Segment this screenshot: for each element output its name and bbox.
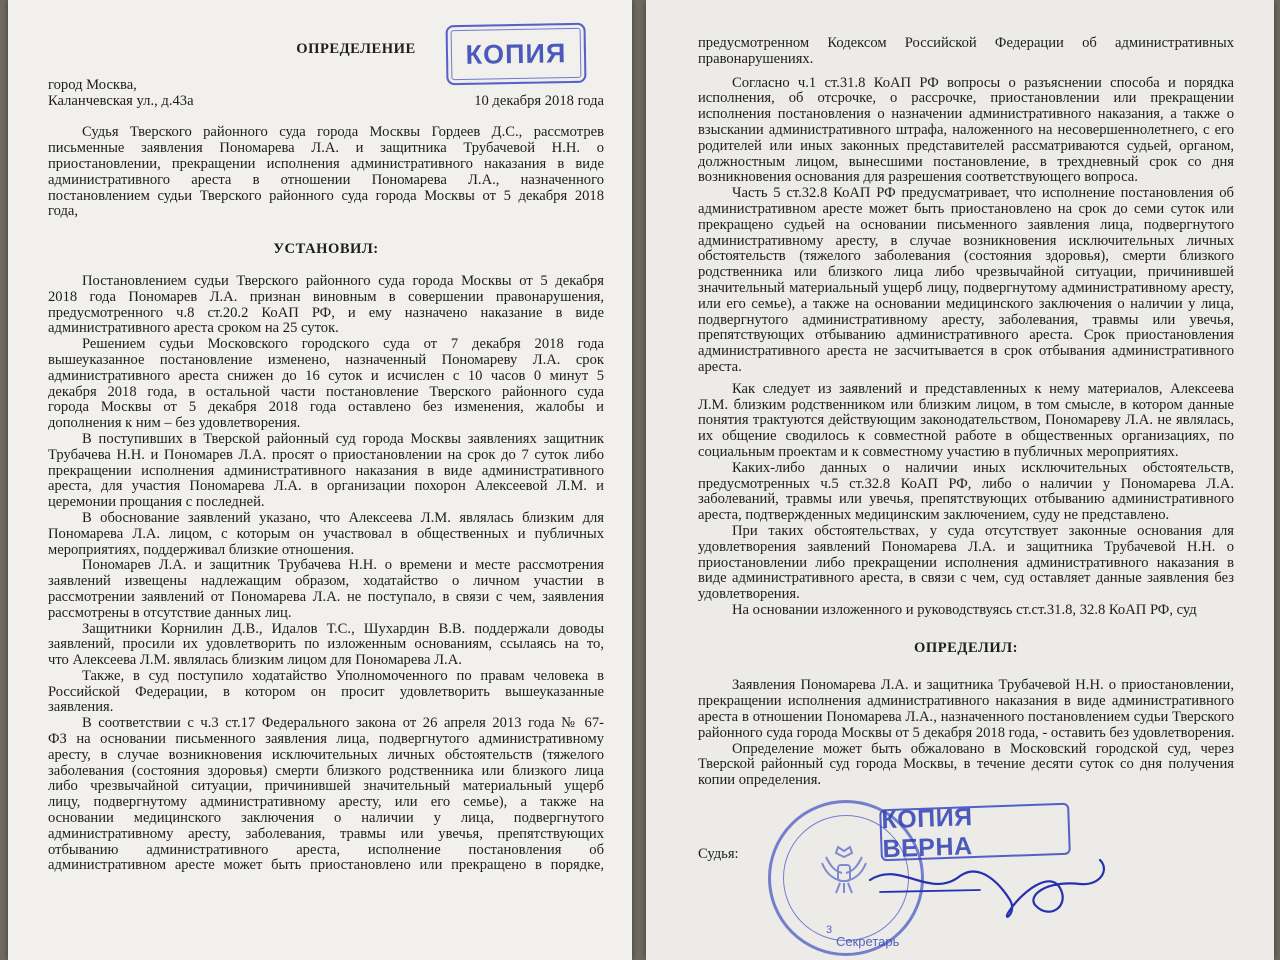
- text-line: административного ареста снижен до 16 суток и исчислен с 10 часов 0 минут 5: [48, 367, 604, 384]
- text-line: исполнения постановления о назначении административного наказания, а также о: [698, 106, 1234, 123]
- paragraph-4: [698, 461, 1234, 524]
- seal-number: 3: [826, 924, 833, 936]
- text-line: административному аресту, в случае возникновения исключительных личных: [698, 232, 1234, 249]
- text-line: их общение сводилось к совместной работе в общественных организациях, по: [698, 428, 1234, 445]
- text-line: заявлений извещены надлежащим образом, ходатайство о личном участии в: [48, 573, 604, 590]
- text-line: декабря 2018 года, в остальной части постановление Тверского районного суда: [48, 383, 604, 400]
- section-heading-ruled: ОПРЕДЕЛИЛ:: [914, 639, 1018, 656]
- text-line: копии определения.: [698, 772, 822, 789]
- paragraph-4: [48, 511, 604, 558]
- text-line: ареста, для участия Пономарева Л.А. в организации похорон Алексеевой Л.М. и: [48, 478, 604, 495]
- paragraph-8: [48, 716, 604, 874]
- text-line: рассмотрении заявлений от Пономарева Л.А. не поступало, в связи с чем, заявления: [48, 588, 604, 605]
- text-line: либо чрезвычайной ситуации, причинившей значительный материальный ущерб: [48, 778, 604, 795]
- text-line: постановлением судьи Тверского районного суда города Москвы от 5 декабря 2018: [48, 187, 604, 204]
- copy-true-stamp-text: КОПИЯ ВЕРНА: [881, 803, 974, 864]
- paragraph-0: [698, 36, 1234, 68]
- text-line: аресту, в случае возникновения исключительных личных обстоятельств (тяжелого: [48, 746, 604, 763]
- text-line: Согласно ч.1 ст.31.8 КоАП РФ вопросы о разъяснении способа и порядка: [732, 74, 1234, 91]
- paragraph-2: [698, 186, 1234, 376]
- city: город Москва,: [48, 76, 137, 93]
- text-line: или его семье), а также на основании медицинского заключения о наличии у лица,: [698, 295, 1234, 312]
- text-line: города Москвы от 5 декабря 2018 года оставлено без изменения, жалобы и: [48, 399, 604, 416]
- text-line: исполнения, об отсрочке, о рассрочке, приостановлении или прекращении: [698, 90, 1234, 107]
- text-line: Тверской районный суд города Москвы, в течение десяти суток со дня получения: [698, 756, 1234, 773]
- text-line: приостановлении, прекращении исполнения административного наказания в виде: [48, 155, 604, 172]
- text-line: Российской Федерации, в котором он просит удовлетворить вышеуказанные: [48, 683, 604, 700]
- text-line: заявлений, просили их удовлетворить по изложенным основаниям, ссылаясь на то,: [48, 636, 604, 653]
- text-line: взыскании административного штрафа, наложенного на несовершеннолетнего, с его: [698, 121, 1234, 138]
- paragraph-6: [48, 622, 604, 669]
- text-line: Также, в суд поступило ходатайство Уполномоченного по правам человека в: [82, 667, 604, 684]
- text-line: социальным проектам и к совместному участию в публичных мероприятиях.: [698, 443, 1179, 460]
- text-line: дополнения к ним – без удовлетворения.: [48, 415, 301, 432]
- text-line: Определение может быть обжаловано в Московский городской суд, через: [732, 740, 1234, 757]
- paragraph-7: [698, 678, 1234, 741]
- text-line: заявления.: [48, 699, 114, 716]
- document-title: ОПРЕДЕЛЕНИЕ: [296, 41, 416, 57]
- text-line: административного ареста сроком на 25 суток.: [48, 320, 339, 337]
- text-line: административному аресту, заболевания, травмы или увечья, препятствующих: [48, 825, 604, 842]
- section-heading-established: УСТАНОВИЛ:: [273, 241, 379, 258]
- text-line: значительный материальный ущерб лицу, подвергнутому административному аресту,: [698, 279, 1234, 296]
- signature-image: [860, 840, 1120, 940]
- text-line: В поступивших в Тверской районный суд города Москвы заявлениях защитник: [82, 430, 604, 447]
- text-line: предусмотренных ч.5 ст.32.8 КоАП РФ, либо о наличии у Пономарева Л.А.: [698, 475, 1234, 492]
- text-line: правонарушениях.: [698, 50, 814, 67]
- text-line: рассмотрены в отсутствие данных лиц.: [48, 604, 292, 621]
- text-line: ФЗ на основании письменного заявления лица, подвергнутого административному: [48, 731, 604, 748]
- text-line: церемонии прощания с последней.: [48, 494, 265, 511]
- text-line: приостановлении либо прекращении исполнения административного наказания в: [698, 554, 1234, 571]
- text-line: В соответствии с ч.3 ст.17 Федерального закона от 26 апреля 2013 года № 67-: [82, 715, 604, 732]
- text-line: ареста, подтвержденных медицинским заключением, суду не представлено.: [698, 507, 1170, 524]
- paragraph-3: [698, 382, 1234, 461]
- text-line: 2018 года Пономарев Л.А. признан виновным в совершении правонарушения,: [48, 288, 604, 305]
- text-line: Л.М. близким родственником или близким лицом, в том смысле, в котором данные: [698, 396, 1234, 413]
- text-line: Каких-либо данных о наличии иных исключительных обстоятельств,: [732, 459, 1234, 476]
- paragraph-8: [698, 742, 1234, 789]
- text-line: Пономарева Л.А. лицом, с которым он участвовал в общественных и публичных: [48, 525, 604, 542]
- text-line: удовлетворения заявлений Пономарева Л.А. и защитника Трубачевой Н.Н. о: [698, 538, 1234, 555]
- text-line: удовлетворения.: [698, 586, 800, 603]
- paragraph-5: [698, 524, 1234, 603]
- text-line: подвергнутого административному аресту, заболевания, травмы или увечья,: [698, 311, 1234, 328]
- text-line: основании медицинского заключения о наличии у лица, подвергнутого: [48, 810, 604, 827]
- paragraph-7: [48, 669, 604, 716]
- text-line: заболевания (состояния здоровья) смерти близкого родственника или близкого лица: [48, 762, 604, 779]
- text-line: вышеуказанное постановление изменено, назначенный Пономареву Л.А. срок: [48, 351, 604, 368]
- paragraph-3: [48, 432, 604, 511]
- text-line: Трубачева Н.Н. и Пономарев Л.А. просят о приостановлении на срок до 7 суток либо: [48, 446, 604, 463]
- text-line: что Алексеева Л.М. являлась близким лицом для Пономарева Л.А.: [48, 652, 462, 669]
- copy-stamp: [445, 23, 586, 85]
- paragraph-6: На основании изложенного и руководствуясь ст.ст.31.8, 32.8 КоАП РФ, суд: [732, 601, 1197, 618]
- text-line: ареста в отношении Пономарева Л.А., назначенного постановлением судьи Тверского: [698, 709, 1234, 726]
- text-line: Защитники Корнилин Д.В., Идалов Т.С., Шухардин В.В. поддержали доводы: [82, 620, 604, 637]
- text-line: года,: [48, 203, 79, 220]
- text-line: заболеваний, травмы или увечья, препятствующих отбыванию административного: [698, 491, 1234, 508]
- text-line: понятия трактуются действующим законодательством, Пономареву Л.А. не являлась,: [698, 412, 1234, 429]
- text-line: ареста.: [698, 358, 742, 375]
- text-line: родителей или иных законных представителей рассматриваются судьей, органом,: [698, 137, 1234, 154]
- text-line: письменные заявления Пономарева Л.А. и защитника Трубачевой Н.Н. о: [48, 140, 604, 157]
- text-line: административном аресте может быть приостановлено или прекращено в порядке,: [48, 857, 604, 874]
- text-line: При таких обстоятельствах, у суда отсутствует законные основания для: [732, 522, 1234, 539]
- secretary-label: Секретарь: [836, 934, 900, 949]
- text-line: Судья Тверского районного суда города Москвы Гордеев Д.С., рассмотрев: [82, 124, 604, 141]
- copy-stamp-text: КОПИЯ: [465, 37, 567, 70]
- text-line: В обоснование заявлений указано, что Алексеева Л.М. являлась близким для: [82, 509, 604, 526]
- text-line: обстоятельств (тяжелого заболевания (состояния здоровья), смерти близкого: [698, 248, 1234, 265]
- text-line: Заявления Пономарева Л.А. и защитника Трубачевой Н.Н. о приостановлении,: [732, 677, 1234, 694]
- text-line: Как следует из заявлений и представленных к нему материалов, Алексеева: [732, 380, 1234, 397]
- text-line: возникновения основания для разрешения соответствующего вопроса.: [698, 169, 1138, 186]
- text-line: отбыванию административного ареста, исполнение постановления об: [48, 841, 604, 858]
- text-line: прекращено судьей на основании письменного заявления лица, подвергнутого: [698, 216, 1234, 233]
- intro-paragraph: [48, 125, 604, 220]
- text-line: предусмотренном Кодексом Российской Федерации об административных: [698, 35, 1234, 51]
- paragraph-2: [48, 337, 604, 432]
- paragraph-5: [48, 558, 604, 621]
- text-line: виде административного ареста, в связи с чем, суд оставляет данные заявления без: [698, 570, 1234, 587]
- document-date: 10 декабря 2018 года: [474, 92, 604, 109]
- text-line: административном аресте может быть приостановлено на срок до семи суток или: [698, 200, 1234, 217]
- text-line: мероприятиях, поддерживал близкие отношения.: [48, 541, 355, 558]
- text-line: Пономарев Л.А. и защитник Трубачева Н.Н. о времени и месте рассмотрения: [82, 557, 604, 574]
- text-line: лицу, подвергнутому административному аресту, или его семье), а также на: [48, 794, 604, 811]
- address: Каланчевская ул., д.43а: [48, 92, 194, 109]
- judge-label: Судья:: [698, 846, 739, 862]
- paragraph-1: [48, 274, 604, 337]
- text-line: районного суда города Москвы от 5 декабря 2018 года, - оставить без удовлетворения.: [698, 724, 1235, 741]
- text-line: препятствующих отбыванию административного ареста. Срок приостановления: [698, 327, 1234, 344]
- text-line: предусмотренного ч.8 ст.20.2 КоАП РФ, и ему назначено наказание в виде: [48, 304, 604, 321]
- text-line: административного ареста в отношении Пономарева Л.А., назначенного: [48, 171, 604, 188]
- paragraph-1: [698, 76, 1234, 187]
- text-line: Часть 5 ст.32.8 КоАП РФ предусматривает, что исполнение постановления об: [732, 185, 1234, 202]
- text-line: прекращении исполнения административного наказания в виде административного: [698, 693, 1234, 710]
- document-page-left: [8, 0, 632, 960]
- text-line: должностным лицом, вынесшими постановление, в трехдневный срок со дня: [698, 153, 1234, 170]
- text-line: родственника или близкого лица либо чрезвычайной ситуации, причинившей: [698, 264, 1234, 281]
- text-line: Постановлением судьи Тверского районного суда города Москвы от 5 декабря: [82, 272, 604, 289]
- text-line: прекращении исполнения административного наказания в виде административного: [48, 462, 604, 479]
- text-line: административного ареста не засчитывается в срок отбывания административного: [698, 343, 1234, 360]
- text-line: Решением судьи Московского городского суда от 7 декабря 2018 года: [82, 336, 604, 353]
